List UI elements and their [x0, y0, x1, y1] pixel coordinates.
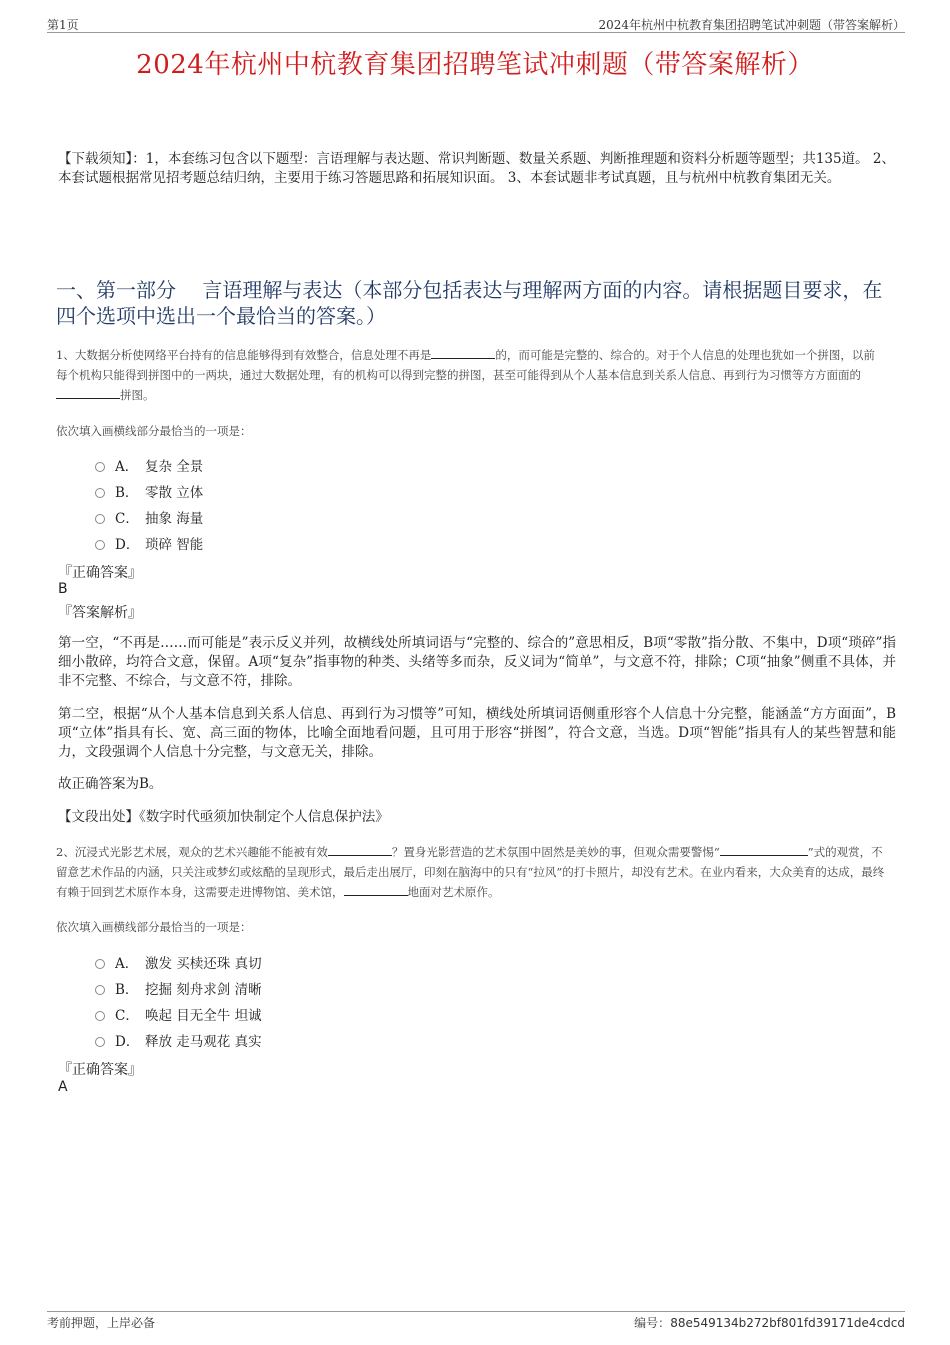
answer-label: 『正确答案』: [58, 565, 142, 581]
header-doc-title: 2024年杭州中杭教育集团招聘笔试冲刺题（带答案解析）: [598, 18, 905, 32]
radio-icon[interactable]: [95, 1011, 105, 1021]
radio-icon[interactable]: [95, 540, 105, 550]
header-divider: [47, 32, 905, 33]
option-c[interactable]: C． 唤起 目无全牛 坦诚: [95, 1001, 262, 1027]
question-2-text: 2、沉浸式光影艺术展，观众的艺术兴趣能不能被有效 ？置身光影营造的艺术氛围中固然是美妙的事，但观众需要警惕“ ”式的观赏，不留意艺术作品的内涵，只关注或梦幻或炫酷的呈现形式，最后走出展厅，印刻在脑海中的只有“拉风”的打卡照片，却没有艺术。在业内看来，大众美育的达成，最终有赖于回到艺术原作本身，这需要走进博物馆、美术馆， 地面对艺术原作。: [56, 845, 885, 899]
question-1-prompt: 依次填入画横线部分最恰当的一项是：: [56, 424, 252, 438]
radio-icon[interactable]: [95, 1037, 105, 1047]
option-b[interactable]: B． 挖掘 刻舟求剑 清晰: [95, 975, 262, 1001]
radio-icon[interactable]: [95, 959, 105, 969]
radio-icon[interactable]: [95, 462, 105, 472]
analysis-paragraph-2: 第二空，根据“从个人基本信息到关系人信息、再到行为习惯等”可知，横线处所填词语侧重形容个人信息十分完整，能涵盖“方方面面”，B项“立体”指具有长、宽、高三面的物体，比喻全面地看问题，且可用于形容“拼图”，符合文意，当选。D项“智能”指具有人的某些智慧和能力，文段强调个人信息十分完整，与文意无关，排除。: [58, 706, 896, 760]
analysis-paragraph-1: 第一空，“不再是……而可能是”表示反义并列，故横线处所填词语与“完整的、综合的”意思相反，B项“零散”指分散、不集中，D项“琐碎”指细小散碎，均符合文意，保留。A项“复杂”指事物的种类、头绪等多而杂，反义词为“简单”，与文意不符，排除；C项“抽象”侧重不具体，并非不完整、不综合，与文意不符，排除。: [58, 635, 896, 689]
blank: [720, 843, 808, 856]
answer-value: A: [58, 1079, 68, 1095]
option-a[interactable]: A． 复杂 全景: [95, 452, 203, 478]
question-1-text: 1、大数据分析使网络平台持有的信息能够得到有效整合，信息处理不再是 的，而可能是完整的、综合的。对于个人信息的处理也犹如一个拼图，以前每个机构只能得到拼图中的一两块，通过大数据处理，有的机构可以得到完整的拼图，甚至可能得到从个人基本信息到关系人信息、再到行为习惯等方方面面的拼图。: [56, 348, 875, 402]
answer-value: B: [58, 581, 68, 597]
document-code: 编号：88e549134b272bf801fd39171de4cdcd: [634, 1316, 905, 1330]
option-a[interactable]: A． 激发 买椟还珠 真切: [95, 949, 262, 975]
download-notice: 【下载须知】：1，本套练习包含以下题型：言语理解与表达题、常识判断题、数量关系题、判断推理题和资料分析题等题型；共135道。 2、本套试题根据常见招考题总结归纳，主要用于练习答题思路和拓展知识面。 3、本套试题非考试真题，且与杭州中杭教育集团无关。: [58, 151, 895, 186]
conclusion: 故正确答案为B。: [58, 776, 163, 792]
radio-icon[interactable]: [95, 488, 105, 498]
blank: [344, 883, 408, 896]
answer-label: 『正确答案』: [58, 1062, 142, 1078]
analysis-label: 『答案解析』: [58, 605, 142, 621]
page-number: 第1页: [47, 18, 79, 32]
section-heading: 一、第一部分 言语理解与表达（本部分包括表达与理解两方面的内容。请根据题目要求，在四个选项中选出一个最恰当的答案。）: [56, 278, 883, 328]
source-citation: 【文段出处】《数字时代亟须加快制定个人信息保护法》: [58, 809, 389, 825]
question-2-options: [95, 949, 262, 1053]
option-d[interactable]: D． 释放 走马观花 真实: [95, 1027, 262, 1053]
document-title: 2024年杭州中杭教育集团招聘笔试冲刺题（带答案解析）: [136, 50, 814, 80]
blank: [431, 346, 495, 359]
footer-divider: [47, 1311, 905, 1312]
blank: [328, 843, 392, 856]
option-d[interactable]: D． 琐碎 智能: [95, 530, 203, 556]
radio-icon[interactable]: [95, 985, 105, 995]
blank: [56, 386, 120, 399]
option-c[interactable]: C． 抽象 海量: [95, 504, 203, 530]
radio-icon[interactable]: [95, 514, 105, 524]
option-b[interactable]: B． 零散 立体: [95, 478, 203, 504]
question-2-prompt: 依次填入画横线部分最恰当的一项是：: [56, 920, 252, 934]
footer-slogan: 考前押题，上岸必备: [47, 1316, 156, 1330]
question-1-options: [95, 452, 203, 556]
page-header: [47, 16, 905, 32]
